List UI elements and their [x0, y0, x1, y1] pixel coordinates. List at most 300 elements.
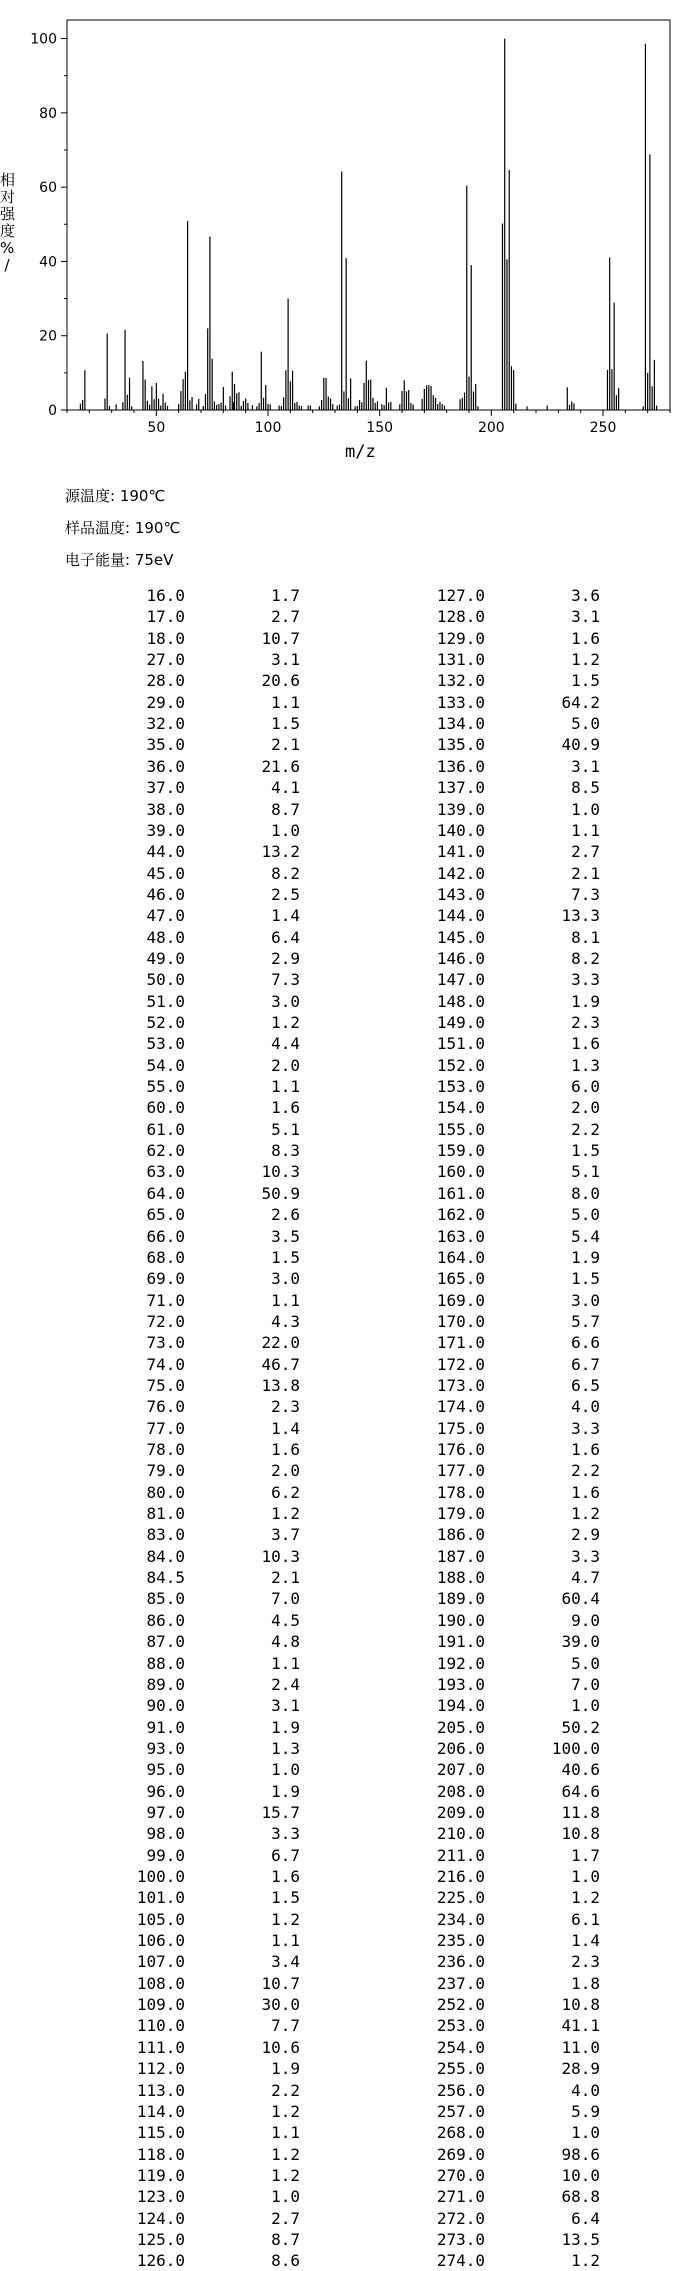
table-row	[80, 1033, 300, 1054]
table-row	[80, 799, 300, 820]
intensity-value: 8.3	[271, 1141, 300, 1161]
mz-value: 172.0	[436, 1354, 485, 1374]
table-row	[380, 1332, 600, 1353]
mz-value: 89.0	[146, 1674, 185, 1694]
table-row	[380, 2250, 600, 2271]
table-row	[80, 2250, 300, 2271]
mz-value: 165.0	[436, 1269, 485, 1289]
intensity-value: 10.3	[261, 1546, 300, 1566]
table-row	[80, 1588, 300, 1609]
mz-value: 112.0	[136, 2059, 185, 2079]
mz-value: 237.0	[436, 1973, 485, 1993]
intensity-value: 3.0	[271, 1269, 300, 1289]
intensity-value: 4.7	[571, 1568, 600, 1588]
intensity-value: 40.9	[561, 735, 600, 755]
table-row	[380, 1247, 600, 1268]
mz-value: 72.0	[146, 1311, 185, 1331]
mz-value: 126.0	[136, 2251, 185, 2271]
intensity-value: 10.8	[561, 1995, 600, 2015]
mz-value: 171.0	[436, 1333, 485, 1353]
y-axis-label-char: %	[0, 239, 15, 257]
intensity-value: 20.6	[261, 671, 300, 691]
intensity-value: 1.3	[571, 1055, 600, 1075]
mz-value: 257.0	[436, 2101, 485, 2121]
mz-value: 136.0	[436, 756, 485, 776]
mz-value: 194.0	[436, 1696, 485, 1716]
intensity-value: 6.2	[271, 1482, 300, 1502]
mz-value: 187.0	[436, 1546, 485, 1566]
mz-value: 211.0	[436, 1845, 485, 1865]
intensity-value: 1.4	[271, 906, 300, 926]
mz-value: 255.0	[436, 2059, 485, 2079]
intensity-value: 13.3	[561, 906, 600, 926]
table-row	[80, 1097, 300, 1118]
intensity-value: 1.2	[571, 2251, 600, 2271]
intensity-value: 8.5	[571, 778, 600, 798]
intensity-value: 1.6	[571, 1034, 600, 1054]
table-row	[380, 2144, 600, 2165]
mz-value: 111.0	[136, 2037, 185, 2057]
y-tick-label: 0	[48, 403, 57, 419]
intensity-value: 1.8	[571, 1973, 600, 1993]
intensity-value: 4.8	[271, 1632, 300, 1652]
intensity-value: 1.2	[271, 1909, 300, 1929]
plot-frame	[67, 20, 670, 410]
y-axis-label-char: /	[4, 256, 10, 274]
intensity-value: 10.6	[261, 2037, 300, 2057]
table-row	[380, 1994, 600, 2015]
mz-value: 119.0	[136, 2165, 185, 2185]
table-row	[380, 585, 600, 606]
table-row	[80, 628, 300, 649]
intensity-value: 5.1	[571, 1162, 600, 1182]
table-row	[80, 2144, 300, 2165]
table-row	[380, 1140, 600, 1161]
table-row	[80, 1759, 300, 1780]
intensity-value: 3.4	[271, 1952, 300, 1972]
mz-value: 141.0	[436, 842, 485, 862]
y-axis-label-char: 强	[0, 205, 16, 223]
mz-value: 188.0	[436, 1568, 485, 1588]
intensity-value: 98.6	[561, 2144, 600, 2164]
y-tick-label: 100	[30, 31, 57, 48]
mz-value: 84.0	[146, 1546, 185, 1566]
table-row	[380, 1738, 600, 1759]
intensity-value: 7.3	[571, 884, 600, 904]
mz-value: 97.0	[146, 1802, 185, 1822]
intensity-value: 10.7	[261, 1973, 300, 1993]
intensity-value: 1.0	[571, 799, 600, 819]
chart-frame	[67, 20, 670, 410]
table-row	[80, 1503, 300, 1524]
intensity-value: 1.6	[571, 628, 600, 648]
intensity-value: 1.2	[271, 1013, 300, 1032]
mz-value: 146.0	[436, 948, 485, 968]
intensity-value: 8.2	[571, 948, 600, 968]
spectrum-bars	[80, 39, 656, 410]
intensity-value: 2.1	[271, 1568, 300, 1588]
y-axis-label-char: 对	[0, 188, 16, 206]
mz-value: 206.0	[436, 1738, 485, 1758]
table-row	[80, 1973, 300, 1994]
intensity-value: 2.0	[271, 1461, 300, 1481]
mz-value: 47.0	[146, 906, 185, 926]
table-row	[80, 2015, 300, 2036]
mz-value: 129.0	[436, 628, 485, 648]
table-row	[380, 841, 600, 862]
table-row	[80, 1653, 300, 1674]
intensity-value: 8.2	[271, 863, 300, 883]
intensity-value: 1.5	[271, 1888, 300, 1908]
mz-value: 45.0	[146, 863, 185, 883]
intensity-value: 1.2	[571, 1888, 600, 1908]
intensity-value: 13.5	[561, 2229, 600, 2249]
table-row	[380, 948, 600, 969]
intensity-value: 64.2	[561, 692, 600, 712]
table-row	[80, 1717, 300, 1738]
table-row	[380, 1033, 600, 1054]
mz-value: 106.0	[136, 1931, 185, 1951]
mz-value: 193.0	[436, 1674, 485, 1694]
mz-value: 170.0	[436, 1311, 485, 1331]
mz-value: 83.0	[146, 1525, 185, 1545]
table-row	[380, 1482, 600, 1503]
mz-value: 110.0	[136, 2016, 185, 2036]
mz-value: 91.0	[146, 1717, 185, 1737]
table-row	[380, 1845, 600, 1866]
intensity-value: 3.0	[271, 991, 300, 1011]
intensity-value: 1.5	[571, 1141, 600, 1161]
table-row	[80, 969, 300, 990]
mz-value: 55.0	[146, 1077, 185, 1097]
intensity-value: 2.7	[271, 2208, 300, 2228]
table-row	[380, 1418, 600, 1439]
y-axis-label	[0, 172, 14, 274]
intensity-value: 1.6	[571, 1482, 600, 1502]
x-tick-label: 150	[366, 420, 394, 436]
intensity-value: 13.2	[261, 842, 300, 862]
table-row	[80, 2058, 300, 2079]
mz-value: 208.0	[436, 1781, 485, 1801]
table-row	[380, 1183, 600, 1204]
table-row	[80, 2122, 300, 2143]
table-row	[80, 927, 300, 948]
intensity-value: 30.0	[261, 1995, 300, 2015]
mz-value: 164.0	[436, 1247, 485, 1267]
intensity-value: 8.1	[571, 927, 600, 947]
table-row	[380, 1290, 600, 1311]
table-row	[80, 713, 300, 734]
intensity-value: 3.3	[571, 970, 600, 990]
intensity-value: 2.3	[271, 1397, 300, 1417]
mz-value: 69.0	[146, 1269, 185, 1289]
table-row	[380, 1802, 600, 1823]
table-row	[80, 1930, 300, 1951]
mz-value: 61.0	[146, 1119, 185, 1139]
intensity-value: 1.2	[271, 2144, 300, 2164]
mz-value: 176.0	[436, 1440, 485, 1459]
table-row	[380, 1717, 600, 1738]
table-row	[380, 1375, 600, 1396]
intensity-value: 5.1	[271, 1119, 300, 1139]
table-row	[80, 2165, 300, 2186]
mz-value: 50.0	[146, 970, 185, 990]
intensity-value: 1.1	[271, 692, 300, 712]
table-row	[80, 1567, 300, 1588]
source-temperature: 源温度: 190℃	[65, 487, 166, 505]
intensity-value: 4.1	[271, 778, 300, 798]
mz-value: 53.0	[146, 1034, 185, 1054]
mz-value: 147.0	[436, 970, 485, 990]
intensity-value: 3.3	[571, 1418, 600, 1438]
intensity-value: 7.3	[271, 970, 300, 990]
mz-value: 85.0	[146, 1589, 185, 1609]
mz-value: 131.0	[436, 650, 485, 670]
intensity-value: 1.3	[271, 1738, 300, 1758]
table-row	[80, 734, 300, 755]
table-row	[80, 1524, 300, 1545]
axis-ticks	[30, 32, 670, 436]
table-row	[80, 777, 300, 798]
mz-value: 186.0	[436, 1525, 485, 1545]
mz-value: 77.0	[146, 1418, 185, 1438]
table-row	[80, 1887, 300, 1908]
mz-value: 38.0	[146, 799, 185, 819]
table-row	[380, 692, 600, 713]
intensity-value: 1.0	[271, 1760, 300, 1780]
intensity-value: 6.4	[571, 2208, 600, 2228]
mz-value: 29.0	[146, 692, 185, 712]
mz-value: 75.0	[146, 1375, 185, 1395]
mz-value: 100.0	[136, 1867, 185, 1886]
mz-value: 118.0	[136, 2144, 185, 2164]
intensity-value: 1.0	[271, 2187, 300, 2207]
mz-value: 192.0	[436, 1653, 485, 1673]
mz-value: 52.0	[146, 1013, 185, 1032]
y-axis-label-char: 度	[0, 222, 16, 240]
intensity-value: 6.5	[571, 1375, 600, 1395]
table-row	[80, 1161, 300, 1182]
x-tick-label: 50	[147, 420, 166, 436]
intensity-value: 5.7	[571, 1311, 600, 1331]
mz-value: 179.0	[436, 1504, 485, 1524]
table-row	[80, 692, 300, 713]
intensity-value: 64.6	[561, 1781, 600, 1801]
table-row	[80, 2186, 300, 2207]
table-row	[80, 1354, 300, 1375]
table-row	[380, 649, 600, 670]
mz-value: 154.0	[436, 1098, 485, 1118]
table-row	[80, 1226, 300, 1247]
mz-value: 98.0	[146, 1824, 185, 1844]
intensity-value: 1.4	[571, 1931, 600, 1951]
mz-value: 160.0	[436, 1162, 485, 1182]
mz-value: 73.0	[146, 1333, 185, 1353]
mz-value: 235.0	[436, 1931, 485, 1951]
mz-value: 36.0	[146, 756, 185, 776]
table-row	[380, 1759, 600, 1780]
table-row	[80, 1012, 300, 1033]
table-row	[380, 1930, 600, 1951]
table-row	[380, 2037, 600, 2058]
table-row	[380, 628, 600, 649]
table-row	[80, 649, 300, 670]
table-row	[380, 1524, 600, 1545]
table-row	[380, 1610, 600, 1631]
intensity-value: 2.1	[571, 863, 600, 883]
table-row	[380, 734, 600, 755]
intensity-value: 1.2	[271, 2165, 300, 2185]
table-row	[80, 1866, 300, 1887]
mz-value: 27.0	[146, 650, 185, 670]
electron-energy: 电子能量: 75eV	[65, 551, 174, 569]
intensity-value: 6.7	[271, 1845, 300, 1865]
mz-value: 108.0	[136, 1973, 185, 1993]
table-row	[80, 585, 300, 606]
intensity-value: 68.8	[561, 2187, 600, 2207]
table-row	[380, 1119, 600, 1140]
intensity-value: 10.8	[561, 1824, 600, 1844]
intensity-value: 2.9	[271, 948, 300, 968]
y-tick-label: 60	[39, 180, 57, 197]
intensity-value: 1.6	[271, 1098, 300, 1118]
mz-value: 63.0	[146, 1162, 185, 1182]
intensity-value: 1.2	[571, 650, 600, 670]
table-row	[80, 2101, 300, 2122]
table-row	[80, 991, 300, 1012]
mz-value: 80.0	[146, 1482, 185, 1502]
x-tick-label: 250	[589, 420, 617, 436]
table-row	[380, 1973, 600, 1994]
intensity-value: 6.1	[571, 1909, 600, 1929]
intensity-value: 40.6	[561, 1760, 600, 1780]
table-row	[380, 1076, 600, 1097]
table-row	[80, 2080, 300, 2101]
table-row	[380, 606, 600, 627]
mz-value: 135.0	[436, 735, 485, 755]
table-row	[80, 1781, 300, 1802]
mz-value: 173.0	[436, 1375, 485, 1395]
intensity-value: 3.3	[571, 1546, 600, 1566]
mz-value: 109.0	[136, 1995, 185, 2015]
y-axis-label-char: 相	[0, 171, 16, 189]
intensity-value: 6.7	[571, 1354, 600, 1374]
table-row	[380, 777, 600, 798]
table-row	[80, 1460, 300, 1481]
intensity-value: 2.7	[271, 607, 300, 627]
intensity-value: 3.7	[271, 1525, 300, 1545]
table-row	[80, 1909, 300, 1930]
intensity-value: 1.6	[271, 1867, 300, 1886]
table-row	[80, 1695, 300, 1716]
intensity-value: 7.0	[571, 1674, 600, 1694]
table-row	[80, 1994, 300, 2015]
table-row	[80, 841, 300, 862]
intensity-value: 1.5	[571, 671, 600, 691]
table-row	[380, 2229, 600, 2250]
mz-value: 65.0	[146, 1205, 185, 1225]
mz-value: 99.0	[146, 1845, 185, 1865]
mz-value: 155.0	[436, 1119, 485, 1139]
table-row	[380, 1823, 600, 1844]
table-row	[380, 2208, 600, 2229]
intensity-value: 2.7	[571, 842, 600, 862]
table-row	[380, 905, 600, 926]
intensity-value: 2.1	[271, 735, 300, 755]
table-row	[80, 863, 300, 884]
table-row	[380, 2080, 600, 2101]
table-row	[380, 863, 600, 884]
table-row	[80, 2229, 300, 2250]
mz-value: 84.5	[146, 1568, 185, 1588]
mz-value: 145.0	[436, 927, 485, 947]
table-row	[80, 1738, 300, 1759]
intensity-value: 1.0	[571, 1867, 600, 1886]
intensity-value: 10.3	[261, 1162, 300, 1182]
table-row	[380, 1439, 600, 1460]
intensity-value: 7.0	[271, 1589, 300, 1609]
mz-value: 178.0	[436, 1482, 485, 1502]
table-row	[80, 1204, 300, 1225]
table-row	[80, 1140, 300, 1161]
table-row	[380, 670, 600, 691]
table-row	[80, 905, 300, 926]
table-row	[80, 1674, 300, 1695]
mz-value: 125.0	[136, 2229, 185, 2249]
mz-value: 132.0	[436, 671, 485, 691]
mz-value: 189.0	[436, 1589, 485, 1609]
mz-value: 113.0	[136, 2080, 185, 2100]
table-row	[380, 1951, 600, 1972]
intensity-value: 1.0	[571, 1696, 600, 1716]
table-row	[380, 1012, 600, 1033]
mz-value: 256.0	[436, 2080, 485, 2100]
mz-value: 207.0	[436, 1760, 485, 1780]
table-row	[380, 1097, 600, 1118]
intensity-value: 3.5	[271, 1226, 300, 1246]
intensity-value: 50.9	[261, 1183, 300, 1203]
table-row	[380, 1055, 600, 1076]
mz-value: 66.0	[146, 1226, 185, 1246]
mass-spectrum-chart	[0, 0, 680, 440]
table-row	[380, 1909, 600, 1930]
intensity-value: 4.0	[571, 2080, 600, 2100]
mz-value: 62.0	[146, 1141, 185, 1161]
mz-value: 140.0	[436, 820, 485, 840]
mz-value: 268.0	[436, 2123, 485, 2143]
mz-value: 236.0	[436, 1952, 485, 1972]
table-row	[380, 884, 600, 905]
table-row	[380, 927, 600, 948]
table-row	[380, 2186, 600, 2207]
mz-value: 127.0	[436, 586, 485, 605]
table-row	[80, 1951, 300, 1972]
table-row	[80, 1183, 300, 1204]
mz-value: 254.0	[436, 2037, 485, 2057]
mz-value: 159.0	[436, 1141, 485, 1161]
table-row	[380, 820, 600, 841]
mz-value: 79.0	[146, 1461, 185, 1481]
intensity-value: 1.1	[271, 1931, 300, 1951]
table-row	[80, 1845, 300, 1866]
mz-value: 234.0	[436, 1909, 485, 1929]
mz-value: 144.0	[436, 906, 485, 926]
table-row	[80, 948, 300, 969]
intensity-value: 2.5	[271, 884, 300, 904]
table-row	[80, 1268, 300, 1289]
intensity-value: 8.6	[271, 2251, 300, 2271]
intensity-value: 2.3	[571, 1952, 600, 1972]
